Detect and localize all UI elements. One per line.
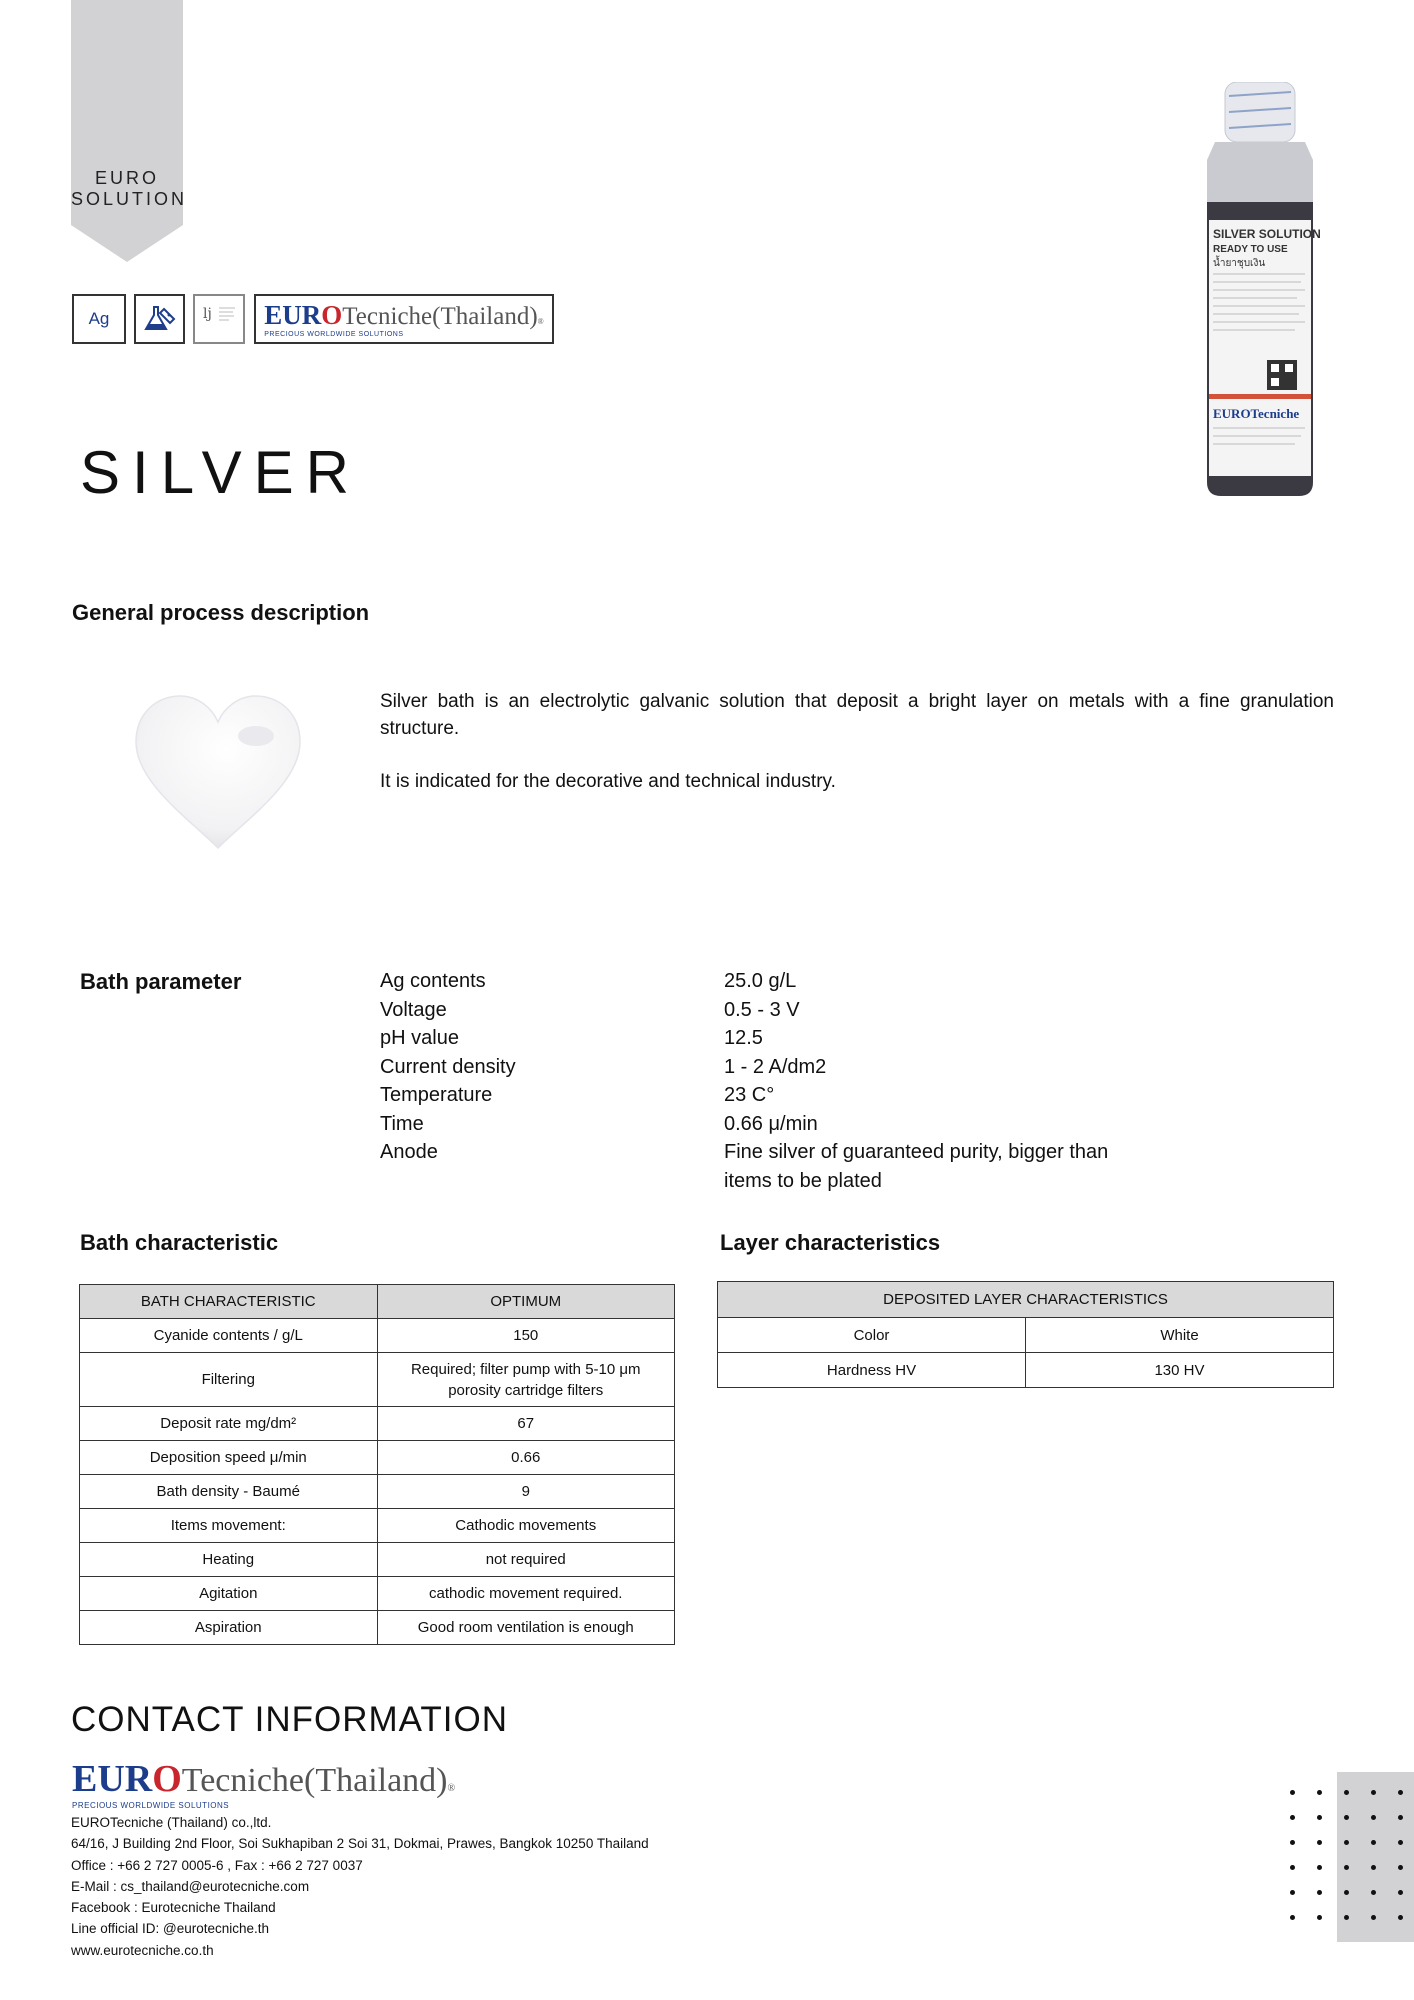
svg-text:lj: lj (203, 306, 212, 322)
ribbon-line-1: EURO (94, 168, 159, 188)
logo-tagline: PRECIOUS WORLDWIDE SOLUTIONS (72, 1801, 230, 1810)
table-cell-value: cathodic movement required. (377, 1577, 675, 1611)
bottle-label-line-2: READY TO USE (1213, 244, 1288, 255)
param-label: Voltage (380, 998, 447, 1021)
table-cell-name: Color (718, 1318, 1026, 1353)
table-cell-value: Good room ventilation is enough (377, 1611, 675, 1645)
table-cell-value: 0.66 (377, 1441, 675, 1475)
param-value: 23 C° (724, 1084, 775, 1106)
table-row (80, 1475, 675, 1509)
silver-heart-image (128, 690, 308, 860)
eurotecniche-logo-badge (254, 294, 554, 344)
contact-website[interactable]: www.eurotecniche.co.th (71, 1942, 214, 1958)
page-title: SILVER (80, 439, 361, 506)
logo-tecniche-text: Tecniche (342, 303, 433, 330)
eurotecniche-logo (264, 300, 543, 338)
param-label: Time (380, 1112, 424, 1135)
euro-solution-ribbon (71, 0, 188, 262)
contact-line-id: Line official ID: @eurotecniche.th (71, 1921, 270, 1937)
product-bottle-image (1185, 82, 1335, 502)
bottle-brand: EUROTecniche (1213, 406, 1300, 421)
param-value: 0.5 - 3 V (724, 998, 800, 1021)
ag-symbol: Ag (88, 309, 110, 328)
contact-eurotecniche-logo (72, 1757, 455, 1810)
bath-parameter-heading: Bath parameter (80, 969, 242, 994)
logo-tecniche-text: Tecniche (181, 1762, 305, 1799)
contact-email[interactable]: E-Mail : cs_thailand@eurotecniche.com (71, 1878, 310, 1894)
table-header-optimum: OPTIMUM (377, 1285, 675, 1319)
table-row (80, 1407, 675, 1441)
description-paragraph-1: Silver bath is an electrolytic galvanic solution that deposit a bright layer on metals with a fine granulation structure. (380, 691, 1334, 739)
ribbon-label (71, 168, 188, 210)
param-value: 1 - 2 A/dm2 (724, 1055, 827, 1078)
table-cell-name: Items movement: (80, 1509, 378, 1543)
logo-thailand-text: (Thailand) (304, 1762, 448, 1799)
table-cell-value: 130 HV (1026, 1353, 1334, 1388)
heart-icon (128, 690, 308, 860)
param-label: Temperature (380, 1084, 493, 1106)
table-cell-value: Required; filter pump with 5-10 μm porosity cartridge filters (377, 1353, 675, 1407)
table-row (80, 1577, 675, 1611)
table-row (80, 1353, 675, 1407)
logo-tagline: PRECIOUS WORLDWIDE SOLUTIONS (264, 331, 404, 338)
ag-badge (72, 294, 126, 344)
table-header-deposited-layer: DEPOSITED LAYER CHARACTERISTICS (718, 1282, 1334, 1318)
param-label: Anode (380, 1141, 438, 1163)
contact-heading: CONTACT INFORMATION (71, 1700, 509, 1739)
layer-characteristics-heading: Layer characteristics (720, 1230, 941, 1255)
table-row (80, 1441, 675, 1475)
table-cell-value: 150 (377, 1319, 675, 1353)
table-cell-value: 9 (377, 1475, 675, 1509)
logo-registered-mark: ® (447, 1783, 456, 1794)
table-cell-name: Deposition speed μ/min (80, 1441, 378, 1475)
table-row (718, 1353, 1334, 1388)
bath-parameter-labels (380, 967, 700, 1167)
general-process-heading: General process description (72, 600, 370, 625)
param-label: Ag contents (380, 970, 486, 992)
param-value: 0.66 μ/min (724, 1112, 818, 1135)
document-thumbnail-icon (199, 300, 239, 338)
table-cell-name: Filtering (80, 1353, 378, 1407)
param-label: Current density (380, 1055, 516, 1078)
document-badge (193, 294, 245, 344)
table-cell-value: 67 (377, 1407, 675, 1441)
bottle-illustration (1185, 82, 1335, 502)
table-cell-name: Deposit rate mg/dm² (80, 1407, 378, 1441)
table-cell-name: Heating (80, 1543, 378, 1577)
general-process-description (380, 688, 1334, 821)
layer-characteristics-table (717, 1281, 1334, 1388)
table-row (80, 1319, 675, 1353)
logo-thailand-text: (Thailand) (432, 303, 538, 330)
param-value: 25.0 g/L (724, 970, 797, 992)
table-cell-name: Hardness HV (718, 1353, 1026, 1388)
table-row (80, 1509, 675, 1543)
table-cell-value: Cathodic movements (377, 1509, 675, 1543)
contact-phone: Office : +66 2 727 0005-6 , Fax : +66 2 727 0037 (71, 1857, 363, 1873)
table-cell-value: White (1026, 1318, 1334, 1353)
bath-characteristic-table (79, 1284, 675, 1645)
bath-characteristic-heading: Bath characteristic (80, 1230, 279, 1255)
description-paragraph-2: It is indicated for the decorative and technical industry. (380, 771, 836, 792)
table-row (718, 1318, 1334, 1353)
table-cell-value: not required (377, 1543, 675, 1577)
param-value: 12.5 (724, 1027, 763, 1049)
bath-parameter-values (724, 967, 1144, 1195)
bottle-label-line-3: น้ำยาชุบเงิน (1213, 258, 1266, 269)
table-cell-name: Agitation (80, 1577, 378, 1611)
table-row (80, 1543, 675, 1577)
table-cell-name: Aspiration (80, 1611, 378, 1645)
flask-icon (142, 303, 178, 335)
table-header-characteristic: BATH CHARACTERISTIC (80, 1285, 378, 1319)
chemistry-badge (134, 294, 185, 344)
logo-euro-text: EURO (72, 1758, 182, 1800)
param-label: pH value (380, 1027, 459, 1049)
contact-address: 64/16, J Building 2nd Floor, Soi Sukhapiban 2 Soi 31, Dokmai, Prawes, Bangkok 10250 Thailand (71, 1836, 649, 1852)
contact-company: EUROTecniche (Thailand) co.,ltd. (71, 1815, 272, 1830)
ribbon-line-2: SOLUTION (71, 189, 188, 209)
param-value: Fine silver of guaranteed purity, bigger than items to be plated (724, 1141, 1109, 1192)
contact-facebook: Facebook : Eurotecniche Thailand (71, 1900, 276, 1916)
logo-euro-text: EURO (264, 300, 343, 330)
table-cell-name: Cyanide contents / g/L (80, 1319, 378, 1353)
table-row (80, 1611, 675, 1645)
logo-registered-mark: ® (537, 317, 544, 326)
table-header-row (80, 1285, 675, 1319)
bottle-label-line-1: SILVER SOLUTION (1213, 227, 1321, 241)
decorative-dot-grid (1290, 1790, 1414, 1940)
contact-details (71, 1812, 649, 1961)
table-cell-name: Bath density - Baumé (80, 1475, 378, 1509)
table-header-row (718, 1282, 1334, 1318)
